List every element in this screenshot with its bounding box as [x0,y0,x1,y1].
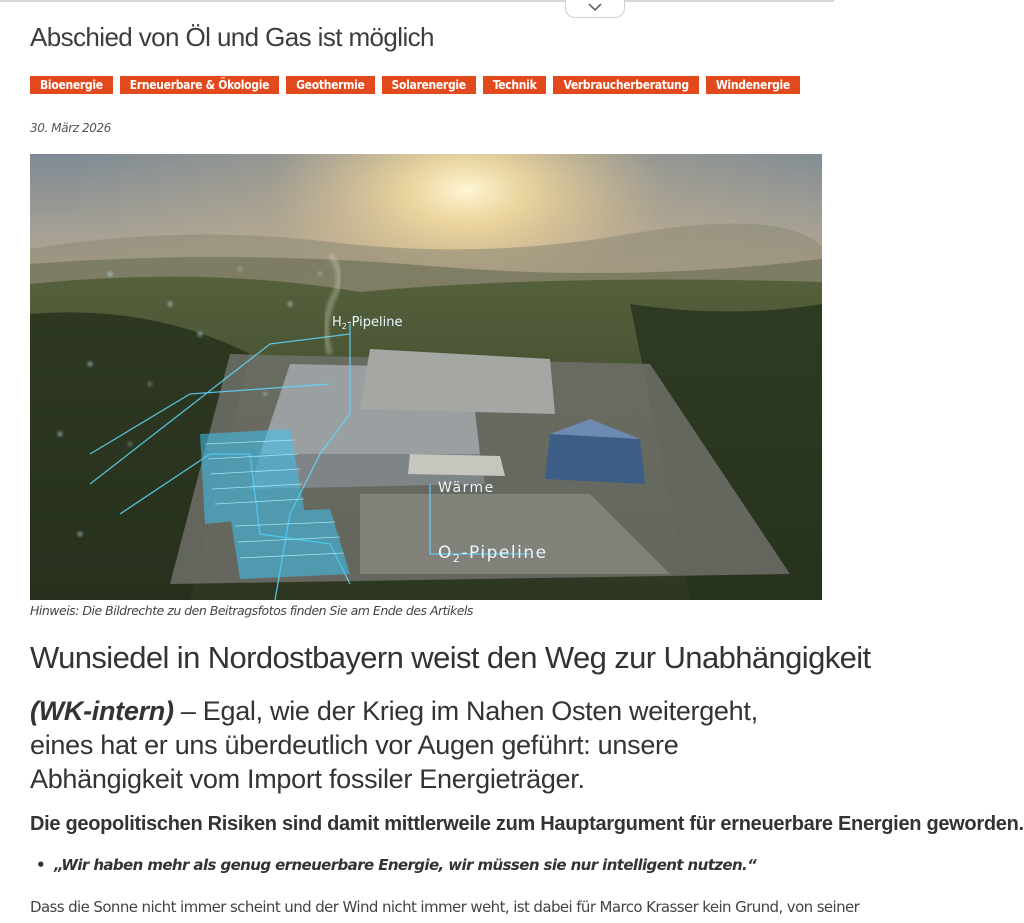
industrial-site-illustration [30,154,822,600]
h2-label-sub: 2 [341,322,347,331]
heat-label: Wärme [438,480,495,496]
page-title: Abschied von Öl und Gas ist möglich [30,22,434,52]
o2-label-main: O [438,543,453,563]
o2-label-sub: 2 [452,552,462,565]
top-divider [0,0,834,2]
subheading: Die geopolitischen Risiken sind damit mittlerweile zum Hauptargument für erneuerbare Energien geworden. [30,813,1024,835]
body-paragraph: Dass die Sonne nicht immer scheint und der Wind nicht immer weht, ist dabei für Marco Krasser kein Grund, von seiner [30,898,860,916]
h2-label-rest: -Pipeline [346,315,403,330]
article-headline: Wunsiedel in Nordostbayern weist den Weg zur Unabhängigkeit [30,640,871,675]
tag-technik[interactable]: Technik [483,76,547,94]
tag-erneuerbare-oekologie[interactable]: Erneuerbare & Ökologie [120,76,279,94]
hero-image [30,154,822,600]
image-caption: Hinweis: Die Bildrechte zu den Beitragsfotos finden Sie am Ende des Artikels [30,603,473,618]
quote-item: • „Wir haben mehr als genug erneuerbare Energie, wir müssen sie nur intelligent nutzen.“ [36,856,756,874]
chevron-down-icon [587,2,603,12]
lead-paragraph [30,694,820,796]
o2-label-rest: -Pipeline [461,543,548,563]
header-toggle-button[interactable] [565,0,625,18]
quote-list [36,856,756,874]
tag-bioenergie[interactable]: Bioenergie [30,76,113,94]
category-tags [30,74,820,98]
h2-label-main: H [332,315,342,330]
tag-solarenergie[interactable]: Solarenergie [382,76,476,94]
publish-date: 30. März 2026 [30,121,111,135]
tag-verbraucherberatung[interactable]: Verbraucherberatung [553,76,698,94]
lead-tagline: (WK-intern) [30,696,174,726]
tag-windenergie[interactable]: Windenergie [706,76,800,94]
lead-text: – Egal, wie der Krieg im Nahen Osten weitergeht, eines hat er uns überdeutlich vor Augen geführt: unsere Abhängigkeit vom Import fossiler Energieträger. [30,696,758,794]
tag-geothermie[interactable]: Geothermie [286,76,374,94]
